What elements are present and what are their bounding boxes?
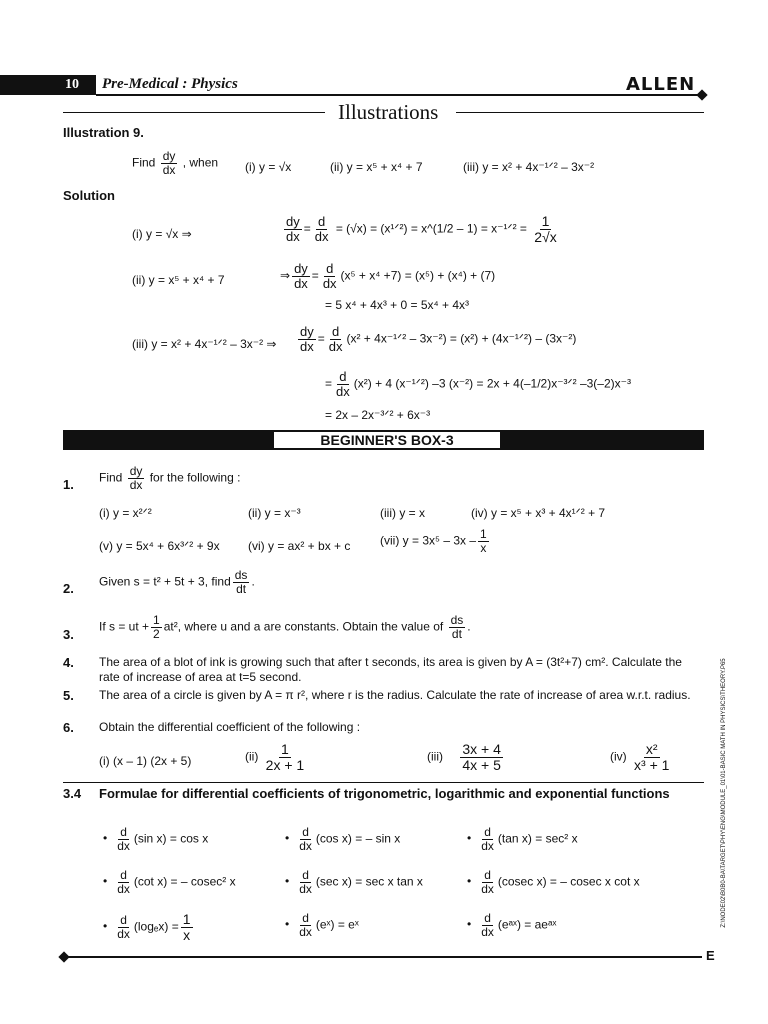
section-title: Formulae for differential coefficients of trigonometric, logarithmic and exponential functions [99,786,670,801]
formula-cot: • $\frac{d}{dx}$ (cot x) = – cosec² x [103,869,236,895]
solution-iii-line2: = $\frac{d}{dx}$ (x²) + 4 (x⁻¹ᐟ²) –3 (x⁻²) = 2x + 4(–1/2)x⁻³ᐟ² –3(–2)x⁻³ [325,369,631,399]
q5-text: The area of a circle is given by A = π r², where r is the radius. Calculate the rate of increase of area w.r.t. radius. [99,688,691,702]
solution-iii-lhs: (iii) y = x² + 4x⁻¹ᐟ² – 3x⁻² ⇒ [132,337,277,351]
q1-text: Find $\frac{dy}{dx}$ for the following : [99,464,241,492]
section-heading: Illustrations [338,100,439,124]
q3-text: If s = ut + $\frac{1}{2}$ at², where u and a are constants. Obtain the value of $\frac{ds}{dt}$ . [99,613,471,641]
q6-part-iv: (iv) $\frac{\text{x²}}{\text{x³ + 1}}$ [610,741,670,773]
solution-ii-rhs: ⇒ $\frac{dy}{dx}$ = $\frac{d}{dx}$ (x⁵ + x⁴ +7) = (x⁵) + (x⁴) + (7) [280,261,496,291]
q6-number: 6. [63,720,74,735]
formula-cos: • $\frac{d}{dx}$ (cos x) = – sin x [285,826,400,852]
q1-part-v: (v) y = 5x⁴ + 6x³ᐟ² + 9x [99,539,220,553]
formula-sin: • $\frac{d}{dx}$ (sin x) = cos x [103,826,208,852]
formula-exp: • $\frac{d}{dx}$ (eˣ) = eˣ [285,912,359,938]
q2-text: Given s = t² + 5t + 3, find $\frac{ds}{dt}$ . [99,568,255,596]
q4-text: The area of a blot of ink is growing such that after t seconds, its area is given by A = (3t²+7) cm². Calculate the rate of increase of area at t=5 second. [99,655,682,684]
dy-dx-fraction: $\frac{dy}{dx}$ [162,149,176,177]
side-file-path: Z:\NODE02\B0B0-BA\TARGET\PHY\ENG\MODULE_01\01-BASIC MATH IN PHYSICS\THEORY.P65 [721,658,727,928]
solution-label: Solution [63,188,115,203]
solution-i-rhs: $\frac{dy}{dx}$ = $\frac{d}{dx}$ = (√x) = (x¹ᐟ²) = x^(1/2 – 1) = x⁻¹ᐟ² = $\frac{1}{2√x}$ [286,213,557,245]
q1-part-vii: (vii) y = 3x⁵ – 3x – $\frac{1}{x}$ [380,527,487,555]
part-ii: (ii) y = x⁵ + x⁴ + 7 [330,160,423,174]
formula-tan: • $\frac{d}{dx}$ (tan x) = sec² x [467,826,578,852]
page-number: 10 [65,77,79,92]
solution-i-lhs: (i) y = √x ⇒ [132,227,192,241]
when-text: , when [182,155,219,170]
q1-part-vi: (vi) y = ax² + bx + c [248,539,351,553]
part-i: (i) y = √x [245,160,292,174]
q6-text: Obtain the differential coefficient of the following : [99,720,361,734]
q1-part-ii: (ii) y = x⁻³ [248,506,301,520]
solution-ii-line2: = 5 x⁴ + 4x³ + 0 = 5x⁴ + 4x³ [325,298,470,312]
q5-number: 5. [63,688,74,703]
q1-part-i: (i) y = x²ᐟ² [99,506,152,520]
brand-logo: ALLEN [626,74,696,95]
formula-exp-ax: • $\frac{d}{dx}$ (eᵃˣ) = aeᵃˣ [467,912,556,938]
section-number: 3.4 [63,786,82,801]
running-title: Pre-Medical : Physics [102,76,238,92]
header-diamond-icon [696,89,707,100]
formula-log: • $\frac{d}{dx}$ (logₑx) = $\frac{1}{x}$ [103,912,195,942]
q1-number: 1. [63,477,74,492]
solution-i-result: $\frac{1}{2√x}$ [534,213,557,245]
formula-sec: • $\frac{d}{dx}$ (sec x) = sec x tan x [285,869,423,895]
q3-number: 3. [63,627,74,642]
q4-number: 4. [63,655,74,670]
beginners-box-title: BEGINNER'S BOX-3 [272,430,502,450]
illustration-question [132,150,218,176]
q6-part-iii: (iii) $\frac{3x + 4}{4x + 5}$ [427,741,501,773]
q6-part-ii: (ii) $\frac{1}{2x + 1}$ [245,741,305,773]
q1-part-iv: (iv) y = x⁵ + x³ + 4x¹ᐟ² + 7 [471,506,606,520]
footer-mark: E [706,948,715,963]
footer-rule [66,956,702,958]
solution-iii-rhs: $\frac{dy}{dx}$ = $\frac{d}{dx}$ (x² + 4x⁻¹ᐟ² – 3x⁻²) = (x²) + (4x⁻¹ᐟ²) – (3x⁻²) [300,324,577,354]
q6-part-i: (i) (x – 1) (2x + 5) [99,754,192,768]
q2-number: 2. [63,581,74,596]
formula-cosec: • $\frac{d}{dx}$ (cosec x) = – cosec x cot x [467,869,640,895]
heading-rule-right [456,112,704,113]
illustration-label: Illustration 9. [63,125,144,140]
solution-ii-lhs: (ii) y = x⁵ + x⁴ + 7 [132,273,225,287]
heading-rule-left [63,112,325,113]
q1-part-iii: (iii) y = x [380,506,425,520]
header-underline [96,94,702,96]
find-text: Find [132,155,156,170]
solution-iii-line3: = 2x – 2x⁻³ᐟ² + 6x⁻³ [325,408,431,422]
section-top-rule [63,782,704,783]
part-iii: (iii) y = x² + 4x⁻¹ᐟ² – 3x⁻² [463,160,595,174]
